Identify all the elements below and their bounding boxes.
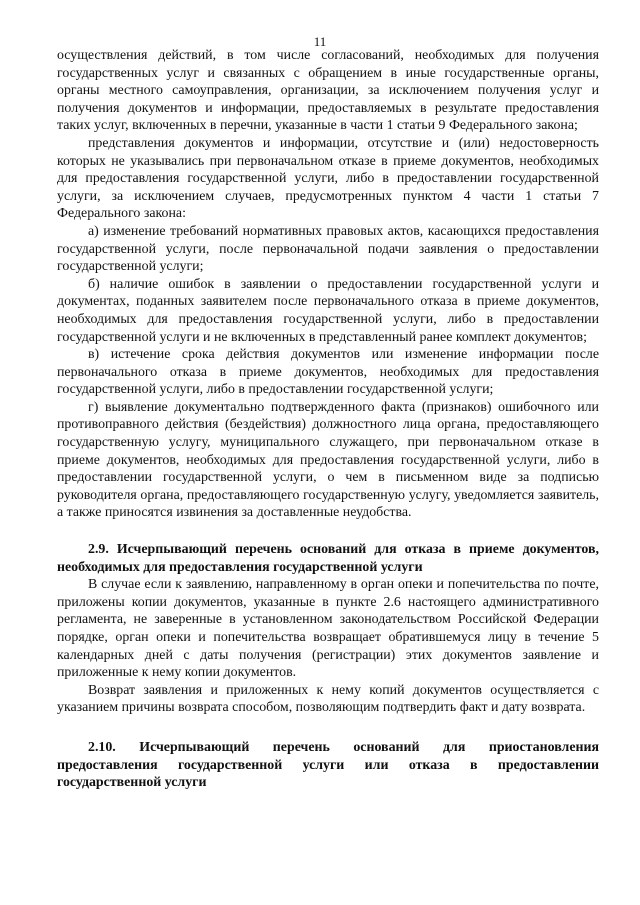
page-number: 11: [313, 34, 327, 49]
list-item-b: б) наличие ошибок в заявлении о предоставлении государственной услуги и документах, поданных заявителем после первоначального отказа в приеме документов, необходимых для предоставления государственной услуги, либо в предоставлении государственной услуги и не включенных в представленный ранее комплект документов;: [57, 276, 599, 345]
list-item-a: а) изменение требований нормативных правовых актов, касающихся предоставления государственной услуги, после первоначальной подачи заявления о предоставлении государственной услуги;: [57, 223, 599, 275]
paragraph: Возврат заявления и приложенных к нему копий документов осуществляется с указанием причины возврата способом, позволяющим подтвердить факт и дату возврата.: [57, 682, 599, 716]
section-heading-2-9: 2.9. Исчерпывающий перечень оснований для отказа в приеме документов, необходимых для предоставления государственной услуги: [57, 542, 599, 575]
paragraph: осуществления действий, в том числе согласований, необходимых для получения государственных услуг и связанных с обращением в иные государственные органы, органы местного самоуправления, организации, за исключением получения услуг и получения документов и информации, предоставляемых в результате предоставления таких услуг, включенных в перечни, указанные в части 1 статьи 9 Федерального закона;: [57, 48, 599, 134]
paragraph: представления документов и информации, отсутствие и (или) недостоверность которых не указывались при первоначальном отказе в приеме документов, необходимых для предоставления государственной услуги, либо в предоставлении государственной услуги, за исключением случаев, предусмотренных пунктом 4 части 1 статьи 7 Федерального закона:: [57, 135, 599, 222]
document-body: [57, 47, 599, 792]
list-item-v: в) истечение срока действия документов или изменение информации после первоначального отказа в приеме документов, необходимых для предоставления государственной услуги, либо в предоставлении государственной услуги;: [57, 347, 599, 398]
paragraph: В случае если к заявлению, направленному в орган опеки и попечительства по почте, приложены копии документов, указанные в пункте 2.6 настоящего административного регламента, не заверенные в установленном законодательством Российской Федерации порядке, орган опеки и попечительства возвращает обратившемуся лицу в течение 5 календарных дней с даты получения (регистрации) этих документов заявление и приложенные к нему копии документов.: [57, 577, 599, 681]
section-heading-2-10: 2.10. Исчерпывающий перечень оснований для приостановления предоставления государственной услуги или отказа в предоставлении государственной услуги: [57, 739, 599, 791]
list-item-g: г) выявление документально подтвержденного факта (признаков) ошибочного или противоправного действия (бездействия) должностного лица органа, предоставляющего государственную услугу, муниципального служащего, при первоначальном отказе в приеме документов, необходимых для предоставления государственной услуги, либо в предоставлении государственной услуги, о чем в письменном виде за подписью руководителя органа, предоставляющего государственную услугу, уведомляется заявитель, а также приносятся извинения за доставленные неудобства.: [57, 399, 599, 521]
